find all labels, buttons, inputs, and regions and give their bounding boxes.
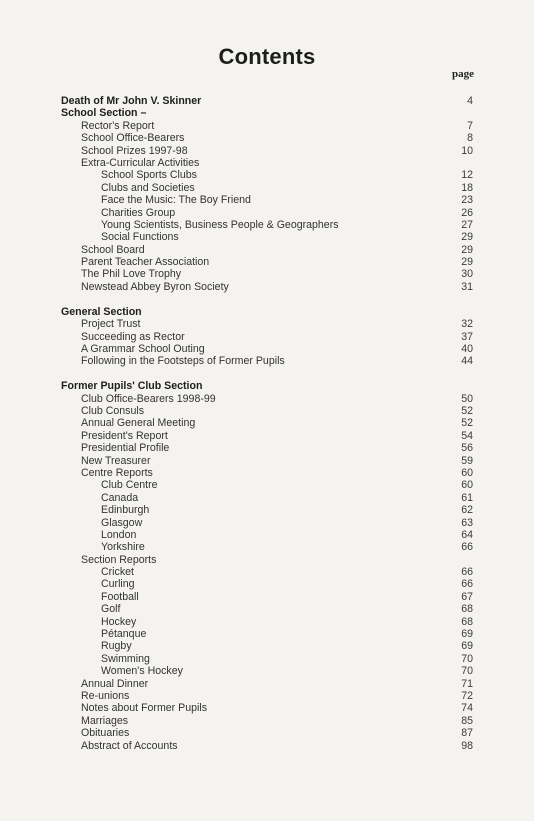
toc-entry-row	[61, 455, 473, 467]
toc-entry-row	[61, 702, 473, 714]
toc-entry-text: School Board	[81, 243, 145, 256]
toc-entry-text: Women's Hockey	[101, 665, 183, 678]
toc-entry-text: Club Office-Bearers 1998-99	[81, 392, 216, 405]
toc-entry-row	[61, 355, 473, 367]
toc-page-number: 63	[461, 516, 473, 529]
toc-entry-text: President's Report	[81, 429, 168, 442]
toc-page-number: 7	[467, 119, 473, 132]
toc-entry-row	[61, 554, 473, 566]
toc-page-number: 26	[461, 206, 473, 219]
toc-entry-row	[61, 740, 473, 752]
toc-entry-row	[61, 541, 473, 553]
toc-page-number: 71	[461, 677, 473, 690]
toc-page-number: 62	[461, 504, 473, 517]
toc-entry-row	[61, 256, 473, 268]
toc-entry-row	[61, 640, 473, 652]
toc-entry-text: Social Functions	[101, 231, 179, 244]
toc-page-number: 87	[461, 727, 473, 740]
toc-entry-row	[61, 331, 473, 343]
toc-page-number: 40	[461, 342, 473, 355]
toc-section	[61, 95, 473, 293]
toc-entry-text: Centre Reports	[81, 466, 153, 479]
toc-entry-text: London	[101, 528, 137, 541]
toc-entry-text: School Office-Bearers	[81, 132, 185, 145]
toc-heading-text: Death of Mr John V. Skinner	[61, 95, 202, 107]
toc-page-number: 66	[461, 566, 473, 579]
toc-entry-row	[61, 442, 473, 454]
toc-entry-text: Re-unions	[81, 689, 130, 702]
toc-page-number: 70	[461, 665, 473, 678]
toc-page-number: 61	[461, 491, 473, 504]
toc-entry-row	[61, 417, 473, 429]
page-title: Contents	[218, 44, 316, 69]
toc-entry-text: Extra-Curricular Activities	[81, 156, 200, 169]
toc-page-number: 23	[461, 194, 473, 207]
toc-entry-text: A Grammar School Outing	[81, 342, 205, 355]
toc-entry-row	[61, 603, 473, 615]
toc-page-number: 52	[461, 404, 473, 417]
toc-page-number: 8	[467, 132, 473, 145]
toc-heading-text: Former Pupils' Club Section	[61, 380, 203, 393]
toc-page-number: 29	[461, 243, 473, 256]
toc-section	[61, 306, 473, 368]
toc-entry-text: Newstead Abbey Byron Society	[81, 280, 229, 293]
toc-entry-text: Young Scientists, Business People & Geographers	[101, 218, 339, 231]
toc-heading-text: School Section –	[61, 107, 147, 120]
page-column-label: page	[452, 68, 474, 80]
toc-page-number: 50	[461, 392, 473, 405]
toc-entry-text: New Treasurer	[81, 454, 151, 467]
toc-entry-text: Rector's Report	[81, 119, 155, 132]
toc-entry-text: Yorkshire	[101, 541, 145, 554]
toc-entry-row	[61, 665, 473, 677]
toc-entry-text: Cricket	[101, 566, 134, 579]
toc-entry-text: Project Trust	[81, 318, 141, 331]
toc-entry-text: Succeeding as Rector	[81, 330, 185, 343]
toc-heading-row	[61, 107, 473, 119]
toc-page-number: 60	[461, 479, 473, 492]
toc-entry-text: Parent Teacher Association	[81, 256, 210, 269]
toc-heading-row	[61, 306, 473, 318]
toc-entry-text: Golf	[101, 603, 121, 616]
toc-entry-text: School Prizes 1997-98	[81, 144, 188, 157]
toc-entry-row	[61, 715, 473, 727]
toc-entry-text: Pétanque	[101, 628, 147, 641]
toc-entry-row	[61, 244, 473, 256]
toc-entry-text: The Phil Love Trophy	[81, 268, 182, 281]
toc-entry-row	[61, 504, 473, 516]
toc-entry-text: Section Reports	[81, 553, 157, 566]
toc-entry-text: Curling	[101, 578, 135, 591]
toc-page-number: 68	[461, 603, 473, 616]
toc-entry-row	[61, 678, 473, 690]
toc-entry-text: Obituaries	[81, 727, 130, 740]
toc-page-number: 12	[461, 169, 473, 182]
toc-page-number: 68	[461, 615, 473, 628]
toc-entry-text: Annual General Meeting	[81, 417, 196, 430]
toc-entry-row	[61, 194, 473, 206]
toc-entry-text: Football	[101, 590, 139, 603]
toc-entry-text: Charities Group	[101, 206, 176, 219]
toc-page-number: 64	[461, 528, 473, 541]
toc-entry-text: Notes about Former Pupils	[81, 702, 208, 715]
toc-page-number: 74	[461, 702, 473, 715]
toc-page-number: 29	[461, 256, 473, 269]
toc-entry-row	[61, 430, 473, 442]
toc-page-number: 29	[461, 231, 473, 244]
toc-section	[61, 380, 473, 752]
toc-entry-row	[61, 219, 473, 231]
toc-page-number: 72	[461, 689, 473, 702]
toc-entry-row	[61, 566, 473, 578]
section-gap	[61, 293, 473, 306]
section-gap	[61, 368, 473, 381]
toc-entry-row	[61, 405, 473, 417]
toc-page-number: 10	[461, 144, 473, 157]
toc-entry-text: Hockey	[101, 615, 137, 628]
toc-entry-text: Club Centre	[101, 479, 158, 492]
toc-entry-row	[61, 578, 473, 590]
toc-page-number: 98	[461, 739, 473, 752]
toc-entry-row	[61, 727, 473, 739]
toc-entry-row	[61, 479, 473, 491]
toc-entry-row	[61, 132, 473, 144]
toc-page-number: 54	[461, 429, 473, 442]
toc-page-number: 31	[461, 280, 473, 293]
toc-entry-text: Annual Dinner	[81, 677, 149, 690]
toc-entry-text: Clubs and Societies	[101, 181, 195, 194]
toc-entry-text: Following in the Footsteps of Former Pupils	[81, 355, 285, 368]
toc-entry-text: Marriages	[81, 714, 129, 727]
toc-page-number: 37	[461, 330, 473, 343]
toc-entry-text: Glasgow	[101, 516, 143, 529]
toc-heading-row	[61, 95, 473, 107]
toc-page-number: 18	[461, 181, 473, 194]
toc-entry-text: Club Consuls	[81, 404, 145, 417]
toc-entry-row	[61, 628, 473, 640]
toc-entry-text: Swimming	[101, 652, 150, 665]
toc-page-number: 59	[461, 454, 473, 467]
toc-entry-row	[61, 616, 473, 628]
toc-page-number: 70	[461, 652, 473, 665]
toc-entry-row	[61, 207, 473, 219]
toc-page-number: 32	[461, 318, 473, 331]
toc-entry-row	[61, 343, 473, 355]
toc-entry-row	[61, 157, 473, 169]
toc-entry-text: Edinburgh	[101, 504, 150, 517]
toc-page-number: 69	[461, 628, 473, 641]
toc-entry-row	[61, 690, 473, 702]
toc-page-number: 67	[461, 590, 473, 603]
toc-page-number: 52	[461, 417, 473, 430]
toc-entry-text: Canada	[101, 491, 139, 504]
toc-entry-text: Rugby	[101, 640, 132, 653]
toc-page-number: 66	[461, 541, 473, 554]
toc-page-number: 60	[461, 466, 473, 479]
toc-page-number: 69	[461, 640, 473, 653]
toc-heading-row	[61, 380, 473, 392]
toc-entry-text: Abstract of Accounts	[81, 739, 178, 752]
toc-page-number: 66	[461, 578, 473, 591]
table-of-contents	[61, 95, 473, 752]
toc-entry-row	[61, 169, 473, 181]
toc-page-number: 30	[461, 268, 473, 281]
toc-entry-row	[61, 529, 473, 541]
toc-entry-row	[61, 517, 473, 529]
toc-entry-row	[61, 653, 473, 665]
toc-entry-row	[61, 318, 473, 330]
toc-entry-row	[61, 467, 473, 479]
toc-entry-text: School Sports Clubs	[101, 169, 197, 182]
toc-entry-text: Face the Music: The Boy Friend	[101, 194, 251, 207]
toc-entry-row	[61, 182, 473, 194]
toc-entry-row	[61, 281, 473, 293]
toc-page-number: 44	[461, 355, 473, 368]
toc-entry-row	[61, 145, 473, 157]
toc-page-number: 56	[461, 442, 473, 455]
toc-page-number: 4	[467, 95, 473, 107]
toc-entry-text: Presidential Profile	[81, 442, 170, 455]
toc-entry-row	[61, 492, 473, 504]
toc-entry-row	[61, 120, 473, 132]
toc-page-number: 85	[461, 714, 473, 727]
toc-entry-row	[61, 393, 473, 405]
toc-entry-row	[61, 231, 473, 243]
toc-page-number: 27	[461, 218, 473, 231]
toc-heading-text: General Section	[61, 305, 142, 318]
toc-entry-row	[61, 268, 473, 280]
toc-entry-row	[61, 591, 473, 603]
